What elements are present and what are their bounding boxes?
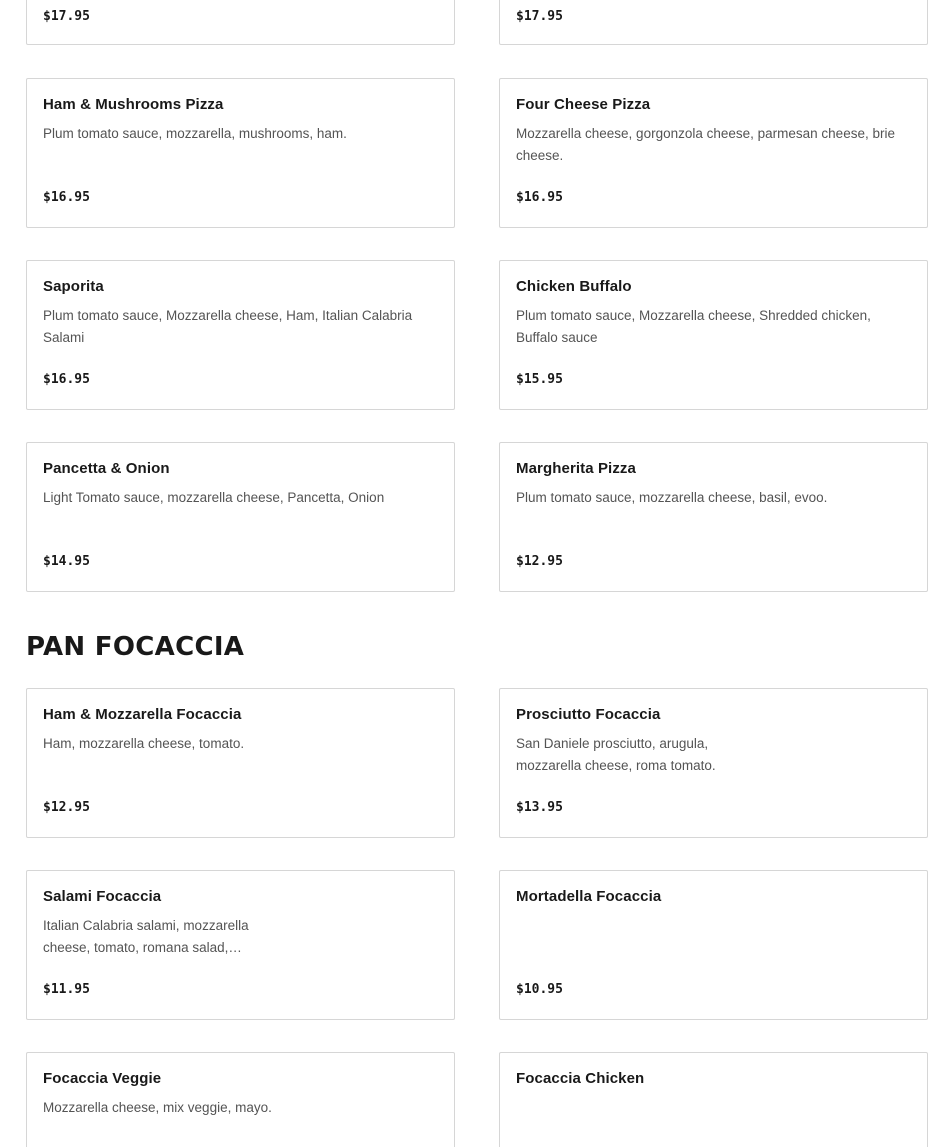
item-price: $16.95 <box>516 190 563 205</box>
item-price: $17.95 <box>43 9 90 24</box>
item-price: $11.95 <box>43 982 90 997</box>
menu-item-card[interactable] <box>499 0 928 45</box>
pizza-grid <box>26 78 928 592</box>
item-description: Plum tomato sauce, mozzarella cheese, basil, evoo. <box>516 490 828 505</box>
menu-item-card[interactable] <box>26 688 455 838</box>
menu-item-card[interactable] <box>26 442 455 592</box>
menu-item-card[interactable] <box>26 0 455 45</box>
item-name: Pancetta & Onion <box>43 460 170 477</box>
menu-item-card[interactable] <box>499 688 928 838</box>
item-price: $16.95 <box>43 372 90 387</box>
menu-item-card[interactable] <box>499 260 928 410</box>
menu-item-card[interactable] <box>499 442 928 592</box>
menu-item-card[interactable] <box>26 78 455 228</box>
item-name: Prosciutto Focaccia <box>516 706 661 723</box>
item-name: Margherita Pizza <box>516 460 636 477</box>
focaccia-grid <box>26 688 928 1147</box>
pizza-continued-grid <box>26 0 928 45</box>
item-description: Light Tomato sauce, mozzarella cheese, Pancetta, Onion <box>43 490 385 505</box>
menu-item-card[interactable] <box>26 1052 455 1147</box>
item-price: $17.95 <box>516 9 563 24</box>
item-name: Focaccia Veggie <box>43 1070 162 1087</box>
item-name: Mortadella Focaccia <box>516 888 662 905</box>
item-price: $15.95 <box>516 372 563 387</box>
item-price: $10.95 <box>516 982 563 997</box>
menu-item-card[interactable] <box>26 870 455 1020</box>
item-price: $14.95 <box>43 554 90 569</box>
item-description: Italian Calabria salami, mozzarella cheese, tomato, romana salad,… <box>43 918 249 955</box>
item-price: $12.95 <box>43 800 90 815</box>
item-description: Plum tomato sauce, Mozzarella cheese, Ham, Italian Calabria Salami <box>43 308 413 345</box>
item-name: Salami Focaccia <box>43 888 162 905</box>
item-description: San Daniele prosciutto, arugula, mozzarella cheese, roma tomato. <box>516 736 716 773</box>
item-name: Ham & Mushrooms Pizza <box>43 96 224 113</box>
menu-item-card[interactable] <box>499 1052 928 1147</box>
item-name: Four Cheese Pizza <box>516 96 651 113</box>
item-description: Plum tomato sauce, Mozzarella cheese, Shredded chicken, Buffalo sauce <box>516 308 871 345</box>
item-name: Ham & Mozzarella Focaccia <box>43 706 242 723</box>
item-price: $13.95 <box>516 800 563 815</box>
item-name: Focaccia Chicken <box>516 1070 645 1087</box>
item-description: Plum tomato sauce, mozzarella, mushrooms, ham. <box>43 126 347 141</box>
item-description: Mozzarella cheese, mix veggie, mayo. <box>43 1100 272 1115</box>
item-description: Ham, mozzarella cheese, tomato. <box>43 736 245 751</box>
item-description: Mozzarella cheese, gorgonzola cheese, parmesan cheese, brie cheese. <box>516 126 895 163</box>
menu-item-card[interactable] <box>499 78 928 228</box>
menu-item-card[interactable] <box>499 870 928 1020</box>
item-price: $12.95 <box>516 554 563 569</box>
item-name: Chicken Buffalo <box>516 278 632 295</box>
section-title: PAN FOCACCIA <box>26 632 245 662</box>
item-price: $16.95 <box>43 190 90 205</box>
item-name: Saporita <box>43 278 104 295</box>
menu-item-card[interactable] <box>26 260 455 410</box>
